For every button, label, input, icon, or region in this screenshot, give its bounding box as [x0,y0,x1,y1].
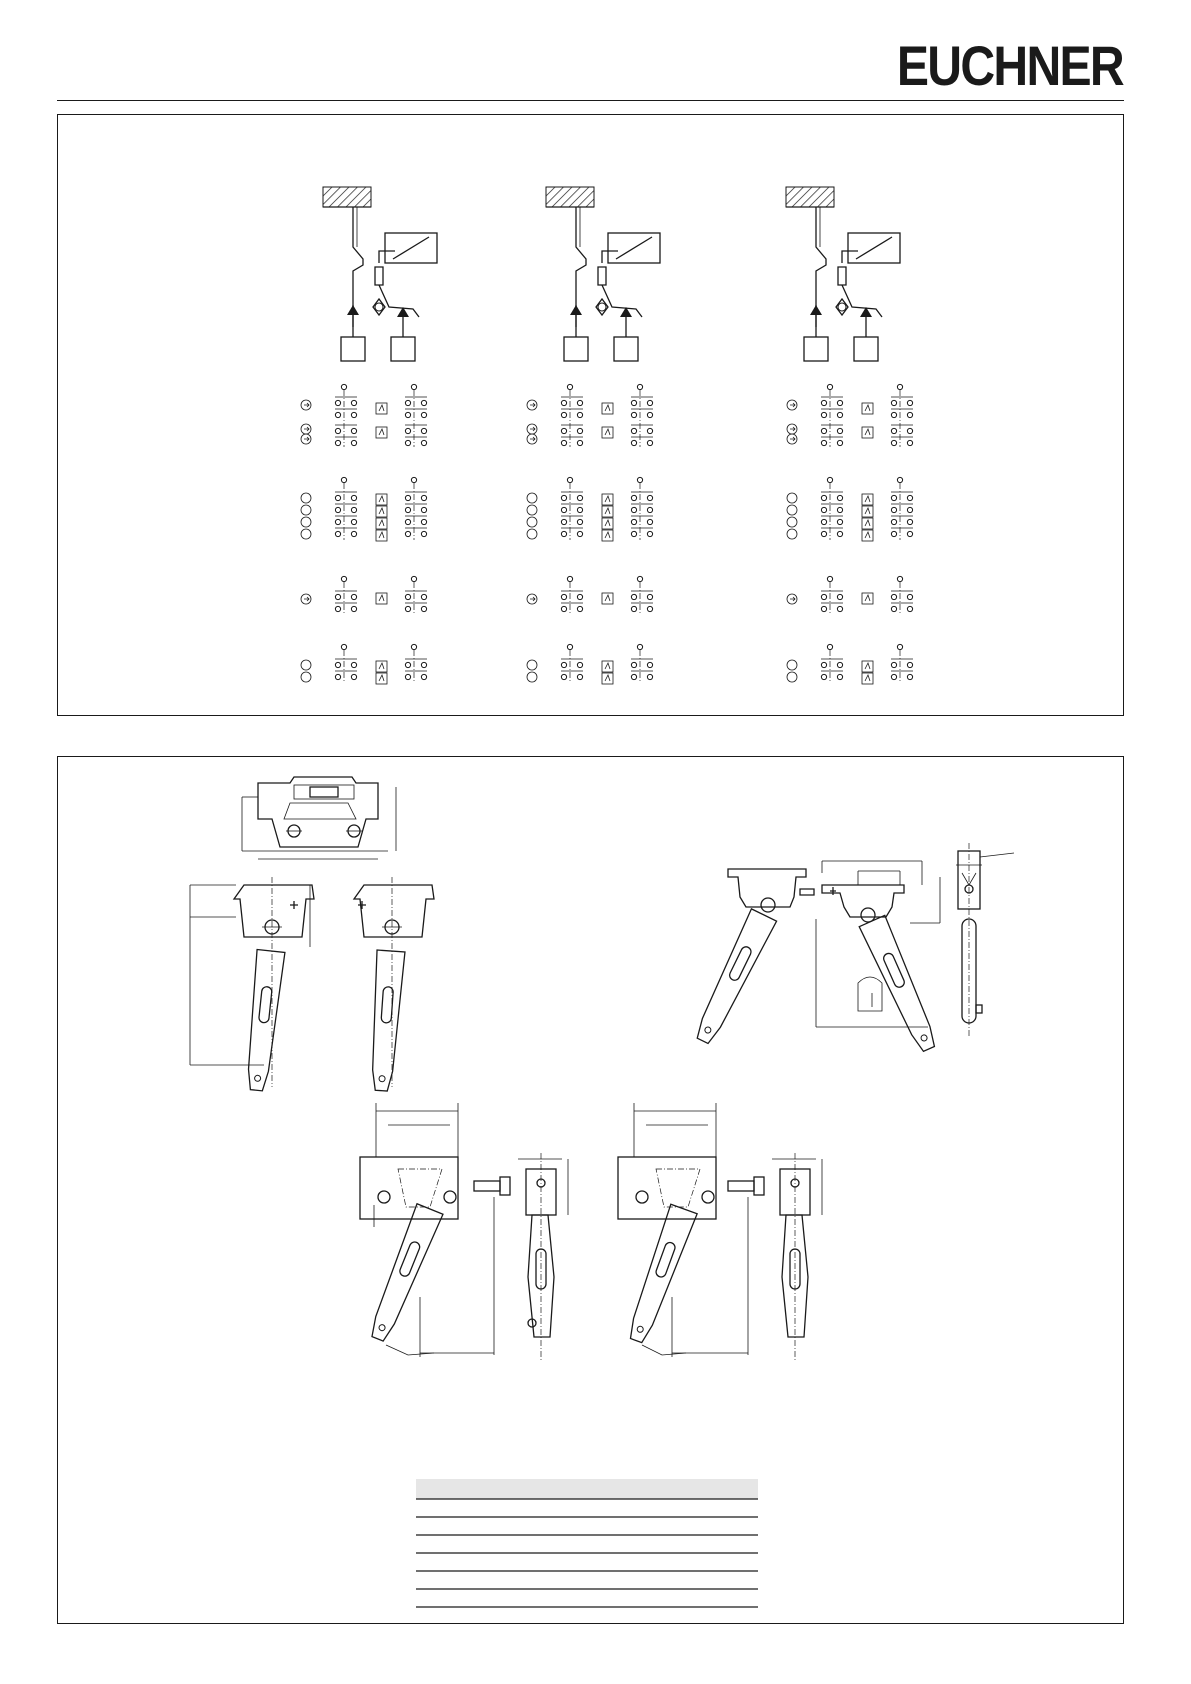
brand-logo: EUCHNER [896,34,1123,97]
switching-diagrams-panel [57,114,1124,716]
table-header-row [416,1479,758,1499]
dimension-drawings-panel [57,756,1124,1624]
contact-block-row-3-right [787,576,913,613]
mechanism-left [323,187,437,361]
contact-block-row-2-left [301,477,427,541]
switch-head-top-view [242,777,396,859]
contact-block-row-4-right [787,644,913,684]
contact-block-row-2-right [787,477,913,541]
contact-block-row-2-middle [527,477,653,541]
lever-rotation-assembly [690,843,1014,1055]
mechanism-right [786,187,900,361]
lever-switch-front-view-right [354,877,434,1092]
dimension-drawings [58,757,1125,1625]
mechanism-middle [546,187,660,361]
contact-block-row-4-middle [527,644,653,684]
contact-block-row-3-left [301,576,427,613]
dimension-table [416,1479,758,1607]
contact-block-row-4-left [301,644,427,684]
contact-block-row-1-right [787,384,913,447]
lever-dimension-view-2 [618,1103,822,1361]
switching-diagrams-drawing [58,115,1125,717]
lever-switch-front-view-left [190,877,314,1092]
lever-dimension-view-1 [360,1103,568,1361]
contact-block-row-1-middle [527,384,653,447]
header-divider [57,100,1124,101]
contact-block-row-1-left [301,384,427,447]
contact-block-row-3-middle [527,576,653,613]
